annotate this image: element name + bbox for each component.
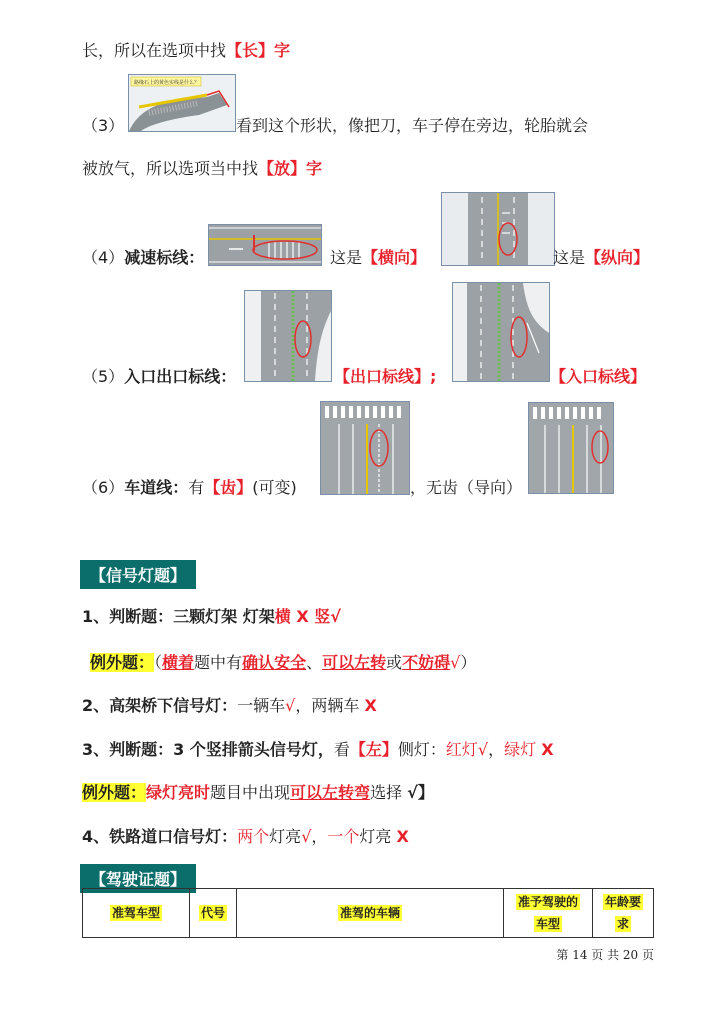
guide-lane-image — [528, 402, 614, 494]
entrance-label: 【入口标线】 — [550, 367, 647, 386]
signal-q3: 3、判断题：3 个竖排箭头信号灯，看【左】侧灯：红灯√，绿灯 X — [82, 740, 554, 759]
item-4-mid: 这是【横向】 — [330, 248, 427, 267]
item-4-label: （4）减速标线： — [82, 248, 205, 267]
page-footer: 第 14 页 共 20 页 — [556, 948, 654, 962]
license-table — [82, 888, 654, 938]
item-3-cont: 被放气，所以选项当中找【放】字 — [82, 159, 323, 178]
signal-exception-1: 例外题：（横着题中有确认安全、可以左转或不妨碍√） — [90, 653, 477, 672]
col-permitted-classes: 准予驾驶的 车型 — [504, 889, 593, 938]
exit-marking-image — [244, 290, 332, 382]
col-code: 代号 — [190, 889, 237, 938]
section-signal-title: 【信号灯题】 — [80, 560, 196, 589]
exit-label: 【出口标线】; — [334, 367, 437, 386]
table-header-row — [83, 889, 654, 938]
col-vehicle-class: 准驾车型 — [83, 889, 190, 938]
horizontal-decel-image — [208, 224, 322, 266]
item-6-label: （6）车道线：有【齿】(可变) — [82, 478, 297, 497]
item-6-post: ，无齿（导向） — [410, 478, 523, 497]
item-4-end: 这是【纵向】 — [553, 248, 650, 267]
item-5-label: （5）入口出口标线： — [82, 367, 237, 386]
variable-lane-image — [320, 401, 410, 495]
curb-image — [128, 74, 236, 132]
item-3-text: 看到这个形状，像把刀，车子停在旁边，轮胎就会 — [236, 116, 589, 135]
line-1: 长，所以在选项中找【长】字 — [82, 41, 291, 60]
col-age-requirement: 年龄要 求 — [593, 889, 654, 938]
item-3-num: （3） — [82, 116, 125, 135]
curb-image-caption: 路缘石上的黄色实线是什么？ — [134, 80, 200, 86]
entrance-marking-image — [452, 282, 550, 382]
signal-q4: 4、铁路道口信号灯：两个灯亮√，一个灯亮 X — [82, 827, 409, 846]
col-allowed-vehicles: 准驾的车辆 — [237, 889, 504, 938]
signal-q1: 1、判断题：三颗灯架 灯架横 X 竖√ — [82, 607, 341, 626]
section-license-title: 【驾驶证题】 — [80, 864, 196, 893]
signal-q2: 2、高架桥下信号灯：一辆车√，两辆车 X — [82, 696, 377, 715]
signal-exception-2: 例外题：绿灯亮时题目中出现可以左转弯选择 √】 — [82, 783, 434, 802]
vertical-decel-image — [441, 192, 555, 266]
